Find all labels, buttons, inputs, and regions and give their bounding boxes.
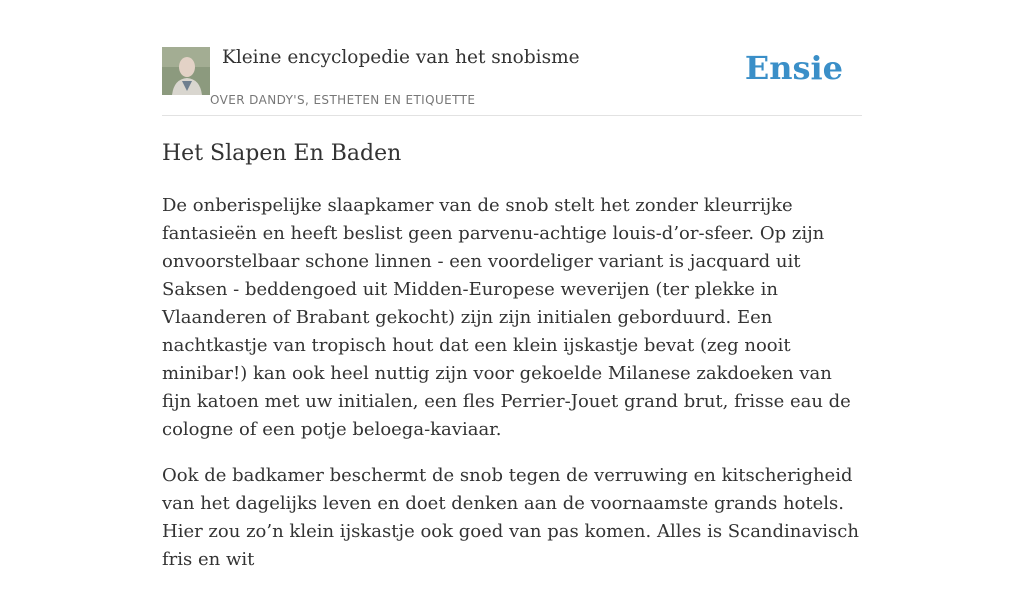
post-body xyxy=(162,192,862,592)
header-divider xyxy=(162,115,862,116)
page xyxy=(162,0,862,570)
blog-title[interactable]: Kleine encyclopedie van het snobisme xyxy=(222,47,580,68)
brand-logo[interactable]: Ensie xyxy=(744,49,843,87)
blog-subtitle: OVER DANDY'S, ESTHETEN EN ETIQUETTE xyxy=(210,93,476,107)
author-avatar[interactable] xyxy=(162,47,210,95)
author-portrait-icon xyxy=(162,47,210,95)
post-title: Het Slapen En Baden xyxy=(162,141,402,166)
post-paragraph: Ook de badkamer beschermt de snob tegen de verruwing en kitscherigheid van het dagelijks leven en doet denken aan de voornaamste grands hotels. Hier zou zo’n klein ijskastje ook goed van pas komen. Alles is Scandinavisch fris en wit xyxy=(162,465,859,570)
post-paragraph: De onberispelijke slaapkamer van de snob stelt het zonder kleurrijke fantasieën en heeft beslist geen parvenu-achtige louis-d’or-sfeer. Op zijn onvoorstelbaar schone linnen - een voordeliger variant is jacquard uit Saksen - beddengoed uit Midden-Europese weverijen (ter plekke in Vlaanderen of Brabant gekocht) zijn zijn initialen geborduurd. Een nachtkastje van tropisch hout dat een klein ijskastje bevat (zeg nooit minibar!) kan ook heel nuttig zijn voor gekoelde Milanese zakdoeken van fijn katoen met uw initialen, een fles Perrier-Jouet grand brut, frisse eau de cologne of een potje beloega-kaviaar. xyxy=(162,195,851,440)
